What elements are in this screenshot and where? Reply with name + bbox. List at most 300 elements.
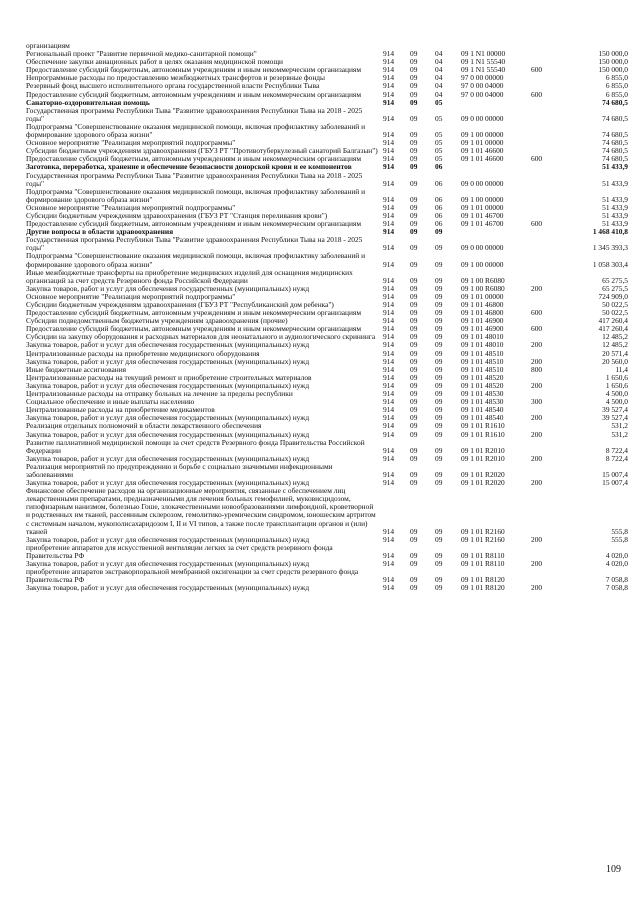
row-section: 09 — [410, 380, 418, 390]
row-amount: 1 650,6 — [605, 372, 628, 382]
row-subsection: 05 — [435, 138, 443, 148]
row-section: 09 — [410, 291, 418, 301]
row-grbs: 914 — [383, 397, 395, 407]
row-target-code: 09 1 01 48540 — [461, 413, 504, 423]
row-amount: 15 007,4 — [602, 469, 628, 479]
table-row — [26, 544, 628, 560]
row-name: Закупка товаров, работ и услуг для обеспечения государственных (муниципальных) нужд — [26, 478, 310, 488]
row-target-code: 09 1 00 R6080 — [461, 275, 505, 285]
row-subsection: 09 — [435, 550, 443, 560]
table-row — [26, 252, 628, 268]
page-number: 109 — [606, 864, 621, 875]
row-target-code: 09 1 01 46900 — [461, 324, 504, 334]
row-target-code: 09 1 01 R2020 — [461, 478, 505, 488]
row-name: Иные бюджетные ассигнования — [26, 364, 127, 374]
row-grbs: 914 — [383, 275, 395, 285]
row-amount: 531,2 — [611, 429, 628, 439]
row-grbs: 914 — [383, 259, 395, 269]
row-amount: 417 260,4 — [598, 316, 628, 326]
row-grbs: 914 — [383, 73, 395, 83]
row-subsection: 05 — [435, 146, 443, 156]
row-grbs: 914 — [383, 469, 395, 479]
row-amount: 51 433,9 — [602, 219, 628, 229]
row-section: 09 — [410, 97, 418, 107]
row-target-code: 09 1 01 R2160 — [461, 534, 505, 544]
row-amount: 74 680,5 — [602, 138, 628, 148]
row-name: Закупка товаров, работ и услуг для обеспечения государственных (муниципальных) нужд — [26, 453, 310, 463]
row-section: 09 — [410, 227, 418, 237]
row-subsection: 05 — [435, 113, 443, 123]
row-subsection: 09 — [435, 380, 443, 390]
row-subsection: 09 — [435, 291, 443, 301]
row-expense-type: 200 — [531, 380, 543, 390]
row-grbs: 914 — [383, 178, 395, 188]
row-grbs: 914 — [383, 308, 395, 318]
row-grbs: 914 — [383, 389, 395, 399]
row-name: Предоставление субсидий бюджетным, автономным учреждениям и иным некоммерческим организациям — [26, 219, 362, 229]
row-name: Иные межбюджетные трансферты на приобретение медицинских изделий для оснащения медицинских организаций за счет средств Резервного фонда Российской Федерации — [26, 267, 353, 285]
row-name: Закупка товаров, работ и услуг для обеспечения государственных (муниципальных) нужд — [26, 356, 310, 366]
row-section: 09 — [410, 81, 418, 91]
row-section: 09 — [410, 73, 418, 83]
row-section: 09 — [410, 429, 418, 439]
row-name: приобретение аппаратов для искусственной вентиляции легких за счет средств резервного фонда Правительства РФ — [26, 542, 333, 560]
row-target-code: 09 1 N1 00000 — [461, 49, 506, 59]
row-target-code: 09 1 01 46600 — [461, 146, 504, 156]
row-amount: 51 433,9 — [602, 202, 628, 212]
row-subsection: 09 — [435, 583, 443, 593]
row-section: 09 — [410, 89, 418, 99]
row-grbs: 914 — [383, 429, 395, 439]
row-expense-type: 200 — [531, 340, 543, 350]
row-section: 09 — [410, 453, 418, 463]
row-subsection: 09 — [435, 340, 443, 350]
row-amount: 6 855,0 — [605, 73, 628, 83]
row-amount: 74 680,5 — [602, 154, 628, 164]
row-subsection: 05 — [435, 130, 443, 140]
row-grbs: 914 — [383, 356, 395, 366]
row-expense-type: 600 — [531, 154, 543, 164]
row-amount: 65 275,5 — [602, 283, 628, 293]
row-amount: 7 058,8 — [605, 575, 628, 585]
row-expense-type: 800 — [531, 364, 543, 374]
row-grbs: 914 — [383, 559, 395, 568]
table-row — [26, 172, 628, 188]
row-subsection: 09 — [435, 429, 443, 439]
row-amount: 74 680,5 — [602, 97, 628, 107]
row-target-code: 09 1 01 46900 — [461, 316, 504, 326]
row-name: Другие вопросы в области здравоохранения — [26, 227, 174, 237]
row-grbs: 914 — [383, 81, 395, 91]
row-grbs: 914 — [383, 202, 395, 212]
row-target-code: 09 0 00 00000 — [461, 243, 504, 253]
row-amount: 20 571,4 — [602, 348, 628, 358]
row-subsection: 09 — [435, 283, 443, 293]
row-name: Реализация отдельных полномочий в области лекарственного обеспечения — [26, 421, 262, 431]
row-section: 09 — [410, 243, 418, 253]
row-amount: 150 000,0 — [598, 49, 628, 59]
table-row — [26, 463, 628, 479]
row-target-code: 09 1 01 48010 — [461, 332, 504, 342]
row-section: 09 — [410, 219, 418, 229]
row-grbs: 914 — [383, 478, 395, 488]
row-amount: 6 855,0 — [605, 89, 628, 99]
row-expense-type: 200 — [531, 583, 543, 593]
row-expense-type: 200 — [531, 356, 543, 366]
row-target-code: 09 1 01 46700 — [461, 219, 504, 229]
row-grbs: 914 — [383, 316, 395, 326]
row-target-code: 09 1 N1 55540 — [461, 65, 506, 75]
table-row — [26, 188, 628, 204]
table-row — [26, 107, 628, 123]
row-section: 09 — [410, 478, 418, 488]
row-amount: 417 260,4 — [598, 324, 628, 334]
row-amount: 1 345 393,3 — [592, 243, 628, 253]
row-name: Предоставление субсидий бюджетным, автономным учреждениям и иным некоммерческим организациям — [26, 324, 362, 334]
row-grbs: 914 — [383, 49, 395, 59]
row-subsection: 09 — [435, 356, 443, 366]
row-target-code: 09 1 01 48540 — [461, 405, 504, 415]
row-subsection: 09 — [435, 372, 443, 382]
row-subsection: 09 — [435, 421, 443, 431]
row-amount: 15 007,4 — [602, 478, 628, 488]
row-amount: 531,2 — [611, 421, 628, 431]
row-section: 09 — [410, 162, 418, 172]
row-amount: 74 680,5 — [602, 113, 628, 123]
row-section: 09 — [410, 300, 418, 309]
row-amount: 4 500,0 — [605, 397, 628, 407]
row-target-code: 09 1 01 48530 — [461, 397, 504, 407]
row-target-code: 09 1 00 00000 — [461, 130, 504, 140]
row-amount: 8 722,4 — [605, 445, 628, 455]
row-amount: 51 433,9 — [602, 194, 628, 204]
row-target-code: 09 1 01 46800 — [461, 308, 504, 318]
row-subsection: 04 — [435, 57, 443, 67]
row-expense-type: 200 — [531, 534, 543, 544]
row-expense-type: 200 — [531, 283, 543, 293]
row-target-code: 09 0 00 00000 — [461, 178, 504, 188]
row-target-code: 09 1 01 46800 — [461, 300, 504, 309]
row-section: 09 — [410, 356, 418, 366]
row-subsection: 06 — [435, 178, 443, 188]
row-subsection: 06 — [435, 194, 443, 204]
budget-table — [26, 42, 628, 592]
row-grbs: 914 — [383, 372, 395, 382]
table-row — [26, 269, 628, 285]
row-expense-type: 200 — [531, 559, 543, 568]
row-name: Закупка товаров, работ и услуг для обеспечения государственных (муниципальных) нужд — [26, 413, 310, 423]
row-subsection: 09 — [435, 243, 443, 253]
row-grbs: 914 — [383, 210, 395, 220]
row-section: 09 — [410, 526, 418, 536]
row-name: Государственная программа Республики Тыва "Развитие здравоохранения Республики Тыва на 2018 - 2025 годы" — [26, 105, 363, 123]
row-section: 09 — [410, 348, 418, 358]
row-name: Закупка товаров, работ и услуг для обеспечения государственных (муниципальных) нужд — [26, 380, 310, 390]
row-name: Предоставление субсидий бюджетным, автономным учреждениям и иным некоммерческим организациям — [26, 308, 362, 318]
row-amount: 4 020,0 — [605, 550, 628, 560]
row-name: организациям — [26, 41, 70, 50]
row-section: 09 — [410, 324, 418, 334]
row-section: 09 — [410, 113, 418, 123]
row-target-code: 09 1 01 48530 — [461, 389, 504, 399]
row-section: 09 — [410, 308, 418, 318]
row-expense-type: 200 — [531, 453, 543, 463]
row-target-code: 09 1 01 00000 — [461, 202, 504, 212]
row-section: 09 — [410, 146, 418, 156]
row-subsection: 09 — [435, 478, 443, 488]
row-name: Подпрограмма "Совершенствование оказания медицинской помощи, включая профилактику заболеваний и формирование здорового образа жизни" — [26, 186, 366, 204]
row-target-code: 97 0 00 00000 — [461, 73, 504, 83]
row-subsection: 09 — [435, 559, 443, 568]
row-target-code: 09 1 01 R2160 — [461, 526, 505, 536]
row-name: Закупка товаров, работ и услуг для обеспечения государственных (муниципальных) нужд — [26, 429, 310, 439]
row-section: 09 — [410, 445, 418, 455]
row-subsection: 09 — [435, 364, 443, 374]
row-subsection: 04 — [435, 49, 443, 59]
row-expense-type: 600 — [531, 65, 543, 75]
row-target-code: 09 1 00 R6080 — [461, 283, 505, 293]
row-target-code: 97 0 00 04000 — [461, 81, 504, 91]
row-grbs: 914 — [383, 97, 395, 107]
row-target-code: 09 1 01 48510 — [461, 356, 504, 366]
row-section: 09 — [410, 275, 418, 285]
row-subsection: 09 — [435, 534, 443, 544]
row-section: 09 — [410, 534, 418, 544]
row-section: 09 — [410, 154, 418, 164]
row-grbs: 914 — [383, 348, 395, 358]
row-grbs: 914 — [383, 113, 395, 123]
row-grbs: 914 — [383, 219, 395, 229]
row-amount: 150 000,0 — [598, 57, 628, 67]
row-target-code: 09 1 00 00000 — [461, 194, 504, 204]
row-subsection: 04 — [435, 65, 443, 75]
row-name: Субсидии бюджетным учреждениям здравоохранения (ГБУЗ РТ "Республиканский дом ребенка") — [26, 300, 334, 309]
row-amount: 4 500,0 — [605, 389, 628, 399]
row-expense-type: 600 — [531, 89, 543, 99]
row-subsection: 09 — [435, 300, 443, 309]
row-subsection: 04 — [435, 73, 443, 83]
row-section: 09 — [410, 57, 418, 67]
row-target-code: 09 1 01 R8120 — [461, 575, 505, 585]
row-expense-type: 200 — [531, 413, 543, 423]
row-subsection: 09 — [435, 348, 443, 358]
row-expense-type: 300 — [531, 397, 543, 407]
row-amount: 1 058 303,4 — [592, 259, 628, 269]
row-grbs: 914 — [383, 526, 395, 536]
row-grbs: 914 — [383, 291, 395, 301]
row-section: 09 — [410, 469, 418, 479]
row-name: Основное мероприятие "Реализация мероприятий подпрограммы" — [26, 291, 236, 301]
row-grbs: 914 — [383, 405, 395, 415]
row-grbs: 914 — [383, 283, 395, 293]
row-target-code: 09 1 01 48510 — [461, 364, 504, 374]
row-name: Предоставление субсидий бюджетным, автономным учреждениям и иным некоммерческим организациям — [26, 65, 362, 75]
row-subsection: 06 — [435, 162, 443, 172]
row-name: Субсидии на закупку оборудования и расходных материалов для неонатального и аудиологического скрининга — [26, 332, 376, 342]
row-grbs: 914 — [383, 332, 395, 342]
table-row — [26, 123, 628, 139]
row-subsection: 09 — [435, 389, 443, 399]
row-subsection: 09 — [435, 413, 443, 423]
row-subsection: 09 — [435, 308, 443, 318]
row-subsection: 06 — [435, 219, 443, 229]
row-section: 09 — [410, 49, 418, 59]
row-grbs: 914 — [383, 340, 395, 350]
row-grbs: 914 — [383, 227, 395, 237]
row-name: Обеспечение закупки авиационных работ в целях оказания медицинской помощи — [26, 57, 283, 67]
row-name: Социальное обеспечение и иные выплаты населению — [26, 397, 195, 407]
row-grbs: 914 — [383, 550, 395, 560]
row-target-code: 09 1 N1 55540 — [461, 57, 506, 67]
row-grbs: 914 — [383, 146, 395, 156]
row-name: Субсидии подведомственным бюджетным учреждениям здравоохранения (прочие) — [26, 316, 288, 326]
row-name: Предоставление субсидий бюджетным, автономным учреждениям и иным некоммерческим организациям — [26, 154, 362, 164]
row-grbs: 914 — [383, 364, 395, 374]
row-name: Централизованные расходы на приобретение медикаментов — [26, 405, 215, 415]
row-subsection: 09 — [435, 526, 443, 536]
row-amount: 65 275,5 — [602, 275, 628, 285]
row-amount: 7 058,8 — [605, 583, 628, 593]
row-amount: 1 650,6 — [605, 380, 628, 390]
row-target-code: 09 1 01 R2020 — [461, 469, 505, 479]
row-amount: 555,8 — [611, 526, 628, 536]
row-section: 09 — [410, 332, 418, 342]
row-grbs: 914 — [383, 575, 395, 585]
row-section: 09 — [410, 210, 418, 220]
table-row — [26, 568, 628, 584]
row-name: Централизованные расходы на текущий ремонт и приобретение строительных материалов — [26, 372, 312, 382]
row-section: 09 — [410, 283, 418, 293]
row-grbs: 914 — [383, 162, 395, 172]
row-subsection: 09 — [435, 332, 443, 342]
row-amount: 39 527,4 — [602, 413, 628, 423]
row-grbs: 914 — [383, 194, 395, 204]
row-section: 09 — [410, 202, 418, 212]
row-subsection: 09 — [435, 227, 443, 237]
row-name: Субсидии бюджетным учреждениям здравоохранения (ГБУЗ РТ "Станция переливания крови") — [26, 210, 328, 220]
row-expense-type: 600 — [531, 219, 543, 229]
row-section: 09 — [410, 194, 418, 204]
row-amount: 8 722,4 — [605, 453, 628, 463]
row-section: 09 — [410, 575, 418, 585]
row-grbs: 914 — [383, 65, 395, 75]
row-subsection: 05 — [435, 154, 443, 164]
row-section: 09 — [410, 65, 418, 75]
row-target-code: 09 1 01 R8110 — [461, 559, 505, 568]
row-name: Закупка товаров, работ и услуг для обеспечения государственных (муниципальных) нужд — [26, 340, 310, 350]
row-name: Санаторно-оздоровительная помощь — [26, 97, 150, 107]
row-target-code: 09 1 01 R8110 — [461, 550, 505, 560]
row-target-code: 97 0 00 04000 — [461, 89, 504, 99]
row-amount: 20 560,0 — [602, 356, 628, 366]
row-target-code: 09 1 01 R2010 — [461, 453, 505, 463]
row-subsection: 09 — [435, 405, 443, 415]
row-name: Закупка товаров, работ и услуг для обеспечения государственных (муниципальных) нужд — [26, 559, 310, 568]
row-target-code: 09 1 01 R8120 — [461, 583, 505, 593]
row-name: Закупка товаров, работ и услуг для обеспечения государственных (муниципальных) нужд — [26, 283, 310, 293]
table-row — [26, 584, 628, 592]
row-target-code: 09 1 01 00000 — [461, 291, 504, 301]
row-name: Предоставление субсидий бюджетным, автономным учреждениям и иным некоммерческим организациям — [26, 89, 362, 99]
row-section: 09 — [410, 389, 418, 399]
row-amount: 39 527,4 — [602, 405, 628, 415]
row-target-code: 09 1 01 R2010 — [461, 445, 505, 455]
row-amount: 12 485,2 — [602, 332, 628, 342]
row-grbs: 914 — [383, 583, 395, 593]
row-amount: 50 022,5 — [602, 300, 628, 309]
table-row — [26, 487, 628, 536]
row-subsection: 04 — [435, 89, 443, 99]
row-expense-type: 200 — [531, 478, 543, 488]
row-name: Реализация мероприятий по предупреждению и борьбе с социально значимыми инфекционными заболеваниями — [26, 461, 333, 479]
row-section: 09 — [410, 550, 418, 560]
row-grbs: 914 — [383, 243, 395, 253]
row-grbs: 914 — [383, 534, 395, 544]
row-subsection: 09 — [435, 324, 443, 334]
row-section: 09 — [410, 178, 418, 188]
row-subsection: 06 — [435, 202, 443, 212]
row-amount: 51 433,9 — [602, 162, 628, 172]
row-target-code: 09 1 01 00000 — [461, 138, 504, 148]
row-subsection: 06 — [435, 210, 443, 220]
row-section: 09 — [410, 259, 418, 269]
row-name: Закупка товаров, работ и услуг для обеспечения государственных (муниципальных) нужд — [26, 534, 310, 544]
row-name: приобретение аппаратов экстракорпоральной мембранной оксигенации за счет средств резервного фонда Правительства РФ — [26, 567, 359, 585]
row-target-code: 09 1 01 R1610 — [461, 421, 505, 431]
row-section: 09 — [410, 397, 418, 407]
row-subsection: 09 — [435, 575, 443, 585]
row-subsection: 09 — [435, 316, 443, 326]
row-grbs: 914 — [383, 89, 395, 99]
row-amount: 4 020,0 — [605, 559, 628, 568]
row-subsection: 09 — [435, 275, 443, 285]
row-amount: 12 485,2 — [602, 340, 628, 350]
row-subsection: 09 — [435, 259, 443, 269]
row-name: Региональный проект "Развитие первичной медико-санитарной помощи" — [26, 49, 257, 59]
row-grbs: 914 — [383, 130, 395, 140]
row-expense-type: 200 — [531, 429, 543, 439]
row-amount: 50 022,5 — [602, 308, 628, 318]
row-subsection: 09 — [435, 469, 443, 479]
row-amount: 11,4 — [615, 364, 628, 374]
row-name: Подпрограмма "Совершенствование оказания медицинской помощи, включая профилактику заболеваний и формирование здорового образа жизни" — [26, 251, 366, 269]
row-grbs: 914 — [383, 57, 395, 67]
row-name: Централизованные расходы на приобретение медицинского оборудования — [26, 348, 260, 358]
row-grbs: 914 — [383, 453, 395, 463]
row-amount: 150 000,0 — [598, 65, 628, 75]
row-amount: 51 433,9 — [602, 210, 628, 220]
row-subsection: 05 — [435, 97, 443, 107]
row-subsection: 09 — [435, 453, 443, 463]
row-expense-type: 600 — [531, 308, 543, 318]
row-amount: 555,8 — [611, 534, 628, 544]
row-section: 09 — [410, 559, 418, 568]
row-section: 09 — [410, 130, 418, 140]
row-name: Основное мероприятие "Реализация мероприятий подпрограммы" — [26, 202, 236, 212]
row-section: 09 — [410, 583, 418, 593]
row-name: Основное мероприятие "Реализация мероприятий подпрограммы" — [26, 138, 236, 148]
row-target-code: 09 1 01 48510 — [461, 348, 504, 358]
row-grbs: 914 — [383, 154, 395, 164]
row-target-code: 09 1 01 46600 — [461, 154, 504, 164]
row-amount: 74 680,5 — [602, 130, 628, 140]
row-grbs: 914 — [383, 380, 395, 390]
row-grbs: 914 — [383, 300, 395, 309]
row-target-code: 09 1 01 46700 — [461, 210, 504, 220]
row-name: Закупка товаров, работ и услуг для обеспечения государственных (муниципальных) нужд — [26, 583, 310, 593]
row-name: Субсидии бюджетным учреждениям здравоохранения (ГБУЗ РТ "Противотуберкулезный санаторий Балгазын") — [26, 146, 378, 156]
row-subsection: 04 — [435, 81, 443, 91]
